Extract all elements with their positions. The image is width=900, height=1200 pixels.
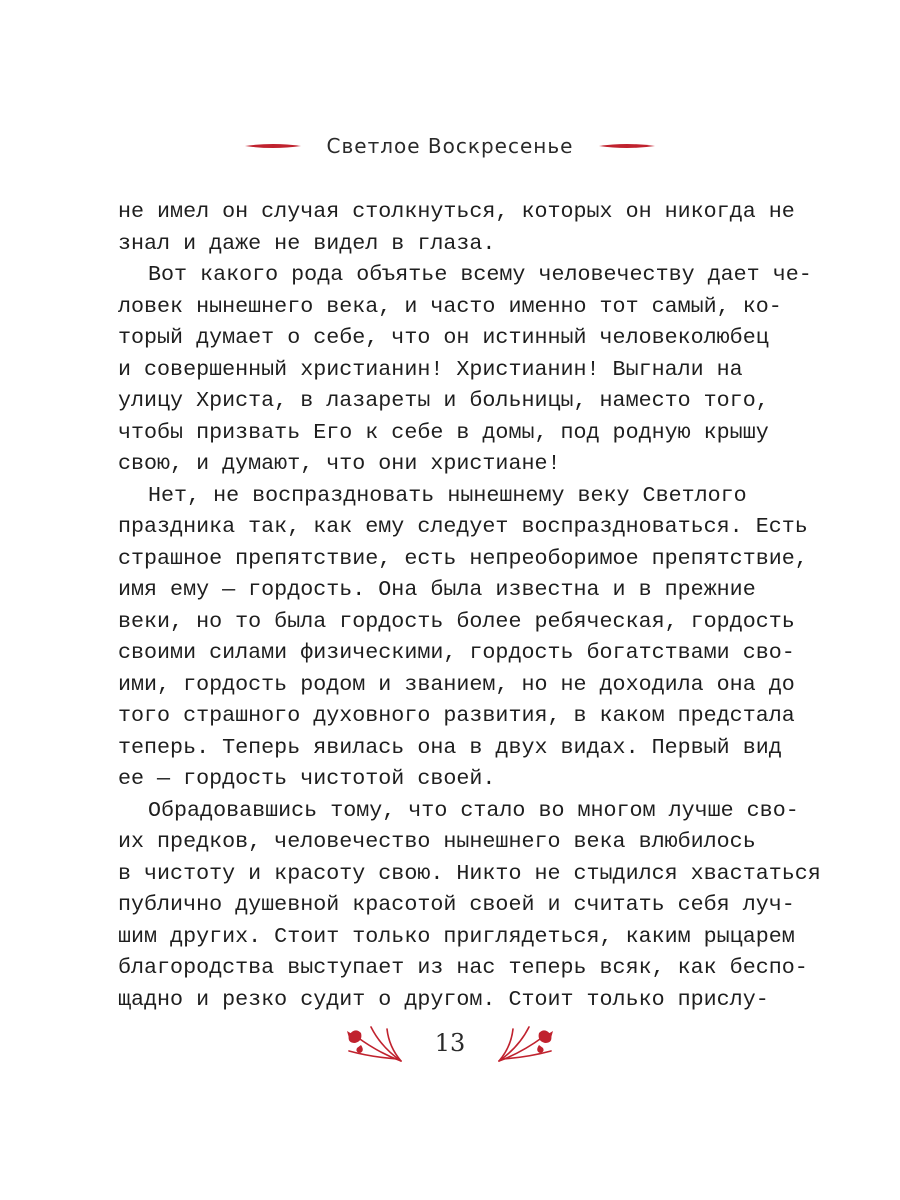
- text-line: улицу Христа, в лазареты и больницы, наместо того,: [118, 388, 769, 413]
- text-line: свою, и думают, что они христиане!: [118, 451, 561, 476]
- text-line: не имел он случая столкнуться, которых он никогда не: [118, 199, 795, 224]
- text-line: в чистоту и красоту свою. Никто не стыдился хвастаться: [118, 860, 821, 886]
- text-line: Нет, не воспраздновать нынешнему веку Светлого: [148, 482, 747, 508]
- running-head-title: Светлое Воскресенье: [326, 134, 574, 158]
- text-line: ловек нынешнего века, и часто именно тот самый, ко-: [118, 293, 782, 319]
- text-line: Вот какого рода объятье всему человечеству дает че-: [148, 262, 812, 287]
- running-header: [0, 128, 900, 164]
- text-line: ими, гордость родом и званием, но не доходила она до: [118, 671, 795, 697]
- paragraph: [118, 795, 821, 1016]
- text-line: теперь. Теперь явилась она в двух видах. Первый вид: [118, 734, 782, 760]
- page-footer: [0, 1018, 900, 1068]
- left-red-dash: [245, 142, 301, 150]
- text-line: и совершенный христианин! Христианин! Выгнали на: [118, 356, 743, 382]
- text-line: того страшного духовного развития, в каком предстала: [118, 703, 795, 728]
- text-line: Обрадовавшись тому, что стало во многом лучше сво-: [148, 797, 799, 823]
- paragraph: [118, 259, 812, 480]
- text-line: праздника так, как ему следует воспраздноваться. Есть: [118, 514, 808, 539]
- text-line: их предков, человечество нынешнего века влюбилось: [118, 829, 756, 854]
- tulip-sprig-icon: [341, 1021, 405, 1065]
- text-line: публично душевной красотой своей и считать себя луч-: [118, 892, 795, 917]
- text-line: торый думает о себе, что он истинный человеколюбец: [118, 325, 769, 350]
- text-line: благородства выступает из нас теперь всяк, как беспо-: [118, 955, 808, 980]
- text-line: знал и даже не видел в глаза.: [118, 230, 496, 256]
- text-line: веки, но то была гордость более ребяческая, гордость: [118, 608, 795, 634]
- text-line: щадно и резко судит о другом. Стоит только прислу-: [118, 986, 769, 1012]
- text-line: своими силами физическими, гордость богатствами сво-: [118, 640, 795, 665]
- paragraph: [118, 196, 795, 259]
- paragraph: [118, 480, 808, 795]
- right-red-dash: [599, 142, 655, 150]
- text-line: чтобы призвать Его к себе в домы, под родную крышу: [118, 419, 769, 445]
- tulip-sprig-icon: [495, 1021, 559, 1065]
- page-body-text: [118, 196, 821, 1015]
- text-line: шим других. Стоит только приглядеться, каким рыцарем: [118, 923, 795, 949]
- text-line: страшное препятствие, есть непреоборимое препятствие,: [118, 545, 808, 571]
- text-line: имя ему — гордость. Она была известна и в прежние: [118, 577, 756, 602]
- page-number: 13: [434, 1029, 466, 1057]
- text-line: ее — гордость чистотой своей.: [118, 766, 496, 791]
